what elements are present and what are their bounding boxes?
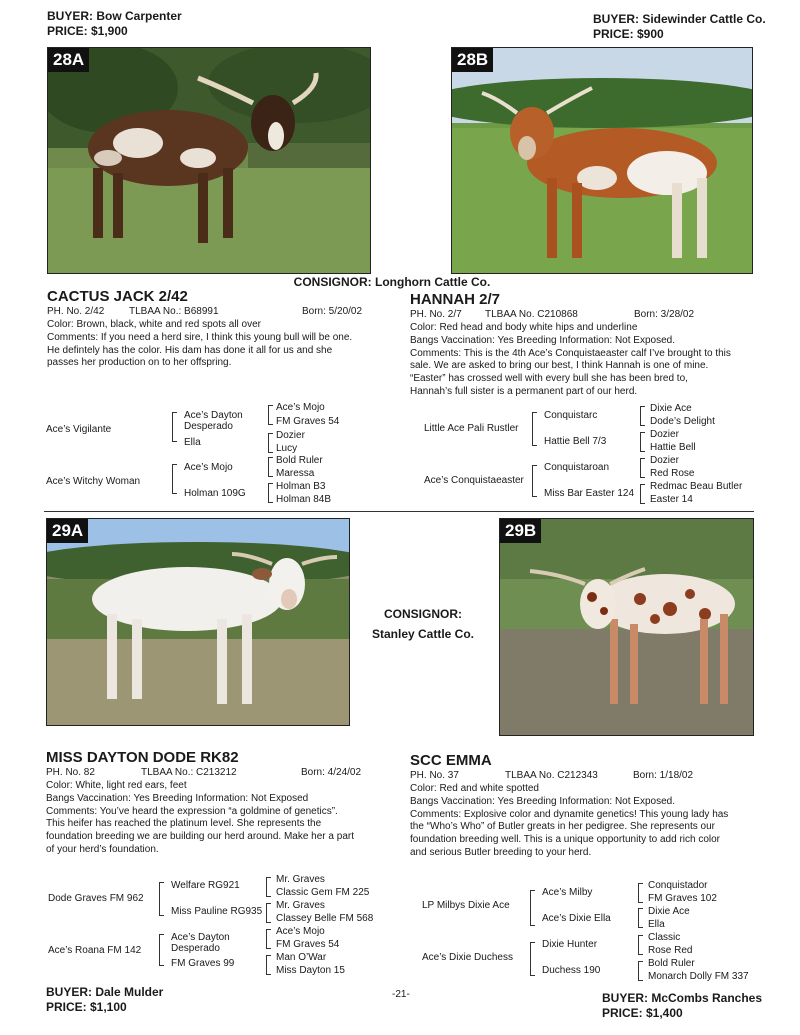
pedigree-ss-sire: Ace’s Mojo (276, 402, 325, 413)
pedigree-sd-dam: Classey Belle FM 568 (276, 913, 374, 924)
pedigree-dd-sire: Holman B3 (276, 481, 326, 492)
info-line: This heifer has reached the platinum level. She represents the (46, 818, 322, 830)
pedigree-sire-dam: Ace’s Dixie Ella (542, 913, 611, 924)
pedigree-sire-dam: Miss Pauline RG935 (171, 906, 263, 917)
info-line: Comments: You’ve heard the expression “a goldmine of genetics”. (46, 805, 338, 817)
price: PRICE: $1,900 (47, 24, 128, 38)
pedigree-bracket (638, 961, 643, 981)
pedigree-ds-dam: Maressa (276, 468, 315, 479)
pedigree-dam-sire: Dixie Hunter (542, 939, 598, 950)
pedigree-sd-dam: Hattie Bell (650, 442, 696, 453)
info-line: Bangs Vaccination: Yes Breeding Information: Not Exposed. (410, 334, 675, 346)
born-date: Born: 3/28/02 (634, 309, 695, 320)
pedigree-sd-sire: Dixie Ace (648, 906, 690, 917)
born-date: Born: 4/24/02 (301, 767, 362, 778)
pedigree-ds-dam: FM Graves 54 (276, 939, 340, 950)
pedigree-dd-dam: Monarch Dolly FM 337 (648, 971, 749, 982)
animal-name-28a: CACTUS JACK 2/42 (47, 288, 188, 305)
info-line: sale. We are asked to bring our best, I think Hannah is one of mine. (410, 360, 709, 372)
page-number: -21- (392, 989, 410, 1000)
pedigree-dam-dam: Miss Bar Easter 124 (544, 488, 635, 499)
lot-badge: 28A (48, 48, 89, 72)
buyer-29a (46, 985, 163, 1015)
pedigree-bracket (638, 908, 643, 928)
pedigree-sire-sire: Conquistarc (544, 410, 598, 421)
pedigree-ds-dam: Rose Red (648, 945, 693, 956)
buyer-name: BUYER: McCombs Ranches (602, 991, 763, 1005)
info-line: Color: White, light red ears, feet (46, 780, 187, 791)
info-line: Color: Red and white spotted (410, 783, 539, 794)
pedigree-ss-dam: FM Graves 102 (648, 893, 717, 904)
info-line: passes her production on to her offspring. (47, 357, 232, 369)
buyer-name: BUYER: Sidewinder Cattle Co. (593, 12, 766, 26)
lot-badge: 29B (500, 519, 541, 543)
pedigree-ss-dam: Classic Gem FM 225 (276, 887, 370, 898)
animal-name-29a: MISS DAYTON DODE RK82 (46, 749, 239, 766)
pedigree-ss-sire: Conquistador (648, 880, 708, 891)
ph-number: PH. No. 82 (46, 767, 95, 778)
info-line: foundation breeding we are building our herd around. Make her a part (46, 831, 354, 843)
pedigree-dd-dam: Easter 14 (650, 494, 693, 505)
price: PRICE: $1,400 (602, 1006, 683, 1020)
buyer-29b (602, 991, 762, 1021)
pedigree-bracket (638, 935, 643, 955)
pedigree-ss-dam: FM Graves 54 (276, 416, 340, 427)
ph-number: PH. No. 37 (410, 770, 459, 781)
info-line: foundation breeding well. This is a unique opportunity to add rich color (410, 834, 721, 846)
pedigree-dam: Ace’s Conquistaeaster (424, 475, 524, 486)
pedigree-sire-sire: Ace’s Milby (542, 887, 593, 898)
animal-name-29b: SCC EMMA (410, 752, 492, 769)
pedigree-sire-sire: Welfare RG921 (171, 880, 240, 891)
pedigree-sd-sire: Dozier (276, 430, 305, 441)
info-line: Hannah’s full sister is a permanent part of our herd. (410, 385, 638, 397)
pedigree-dd-sire: Redmac Beau Butler (650, 481, 743, 492)
pedigree-dam-sire: Ace’s Dayton Desperado (171, 932, 230, 954)
info-line: Comments: If you need a herd sire, I think this young bull will be one. (47, 331, 353, 343)
pedigree-dam-sire: Ace’s Mojo (184, 462, 233, 473)
pedigree-sire-dam: Hattie Bell 7/3 (544, 436, 607, 447)
info-line: Bangs Vaccination: Yes Breeding Information: Not Exposed. (410, 795, 675, 807)
info-line: “Easter” has crossed well with every bull she has been bred to, (410, 373, 688, 385)
born-date: Born: 5/20/02 (302, 306, 363, 317)
tlbaa-number: TLBAA No.: C213212 (141, 767, 237, 778)
pedigree-dam-sire: Conquistaroan (544, 462, 610, 473)
info-line: Comments: This is the 4th Ace’s Conquistaeaster calf I’ve brought to this (410, 347, 731, 359)
consignor-label: CONSIGNOR: (384, 607, 462, 621)
pedigree-dam-dam: Holman 109G (184, 488, 246, 499)
animal-name-28b: HANNAH 2/7 (410, 291, 501, 308)
pedigree-dd-sire: Bold Ruler (648, 958, 695, 969)
pedigree-ds-sire: Dozier (650, 455, 679, 466)
pedigree-dam: Ace’s Roana FM 142 (48, 945, 142, 956)
price: PRICE: $900 (593, 27, 664, 41)
pedigree-sd-dam: Lucy (276, 443, 298, 454)
pedigree-sire: Ace’s Vigilante (46, 424, 112, 435)
pedigree-sire: LP Milbys Dixie Ace (422, 900, 510, 911)
pedigree-sd-sire: Dozier (650, 429, 679, 440)
price: PRICE: $1,100 (46, 1000, 127, 1014)
consignor-name: Stanley Cattle Co. (371, 627, 475, 641)
buyer-name: BUYER: Bow Carpenter (47, 9, 182, 23)
pedigree-sire-dam: Ella (184, 437, 201, 448)
pedigree-ds-sire: Ace’s Mojo (276, 926, 325, 937)
info-line: He defintely has the color. His dam has done it all for us and she (47, 344, 333, 356)
lot-badge: 29A (47, 519, 88, 543)
info-line: Comments: Explosive color and dynamite genetics! This young lady has (410, 808, 729, 820)
info-line: Color: Red head and body white hips and underline (410, 322, 638, 333)
info-line: and serious Butler breeding to your herd. (410, 846, 592, 858)
pedigree-bracket (638, 883, 643, 903)
tlbaa-number: TLBAA No. C210868 (485, 309, 578, 320)
pedigree-ds-sire: Classic (648, 932, 681, 943)
pedigree-dam: Ace’s Dixie Duchess (422, 952, 513, 963)
pedigree-dd-dam: Miss Dayton 15 (276, 965, 345, 976)
ph-number: PH. No. 2/42 (47, 306, 105, 317)
pedigree-ds-dam: Red Rose (650, 468, 695, 479)
info-line: Color: Brown, black, white and red spots all over (47, 319, 261, 330)
pedigree-ds-sire: Bold Ruler (276, 455, 323, 466)
pedigree-sire: Dode Graves FM 962 (48, 893, 144, 904)
info-line: Bangs Vaccination: Yes Breeding Information: Not Exposed (46, 792, 309, 804)
pedigree-ss-dam: Dode’s Delight (650, 416, 715, 427)
pedigree-dd-sire: Man O’War (276, 952, 327, 963)
pedigree-bracket (530, 890, 535, 926)
tlbaa-number: TLBAA No. C212343 (505, 770, 598, 781)
pedigree-dam-dam: Duchess 190 (542, 965, 601, 976)
consignor-label: CONSIGNOR: Longhorn Cattle Co. (293, 275, 491, 289)
pedigree-bracket (530, 942, 535, 976)
pedigree-dam-dam: FM Graves 99 (171, 958, 235, 969)
ph-number: PH. No. 2/7 (410, 309, 462, 320)
pedigree-ss-sire: Dixie Ace (650, 403, 692, 414)
pedigree-sd-dam: Ella (648, 919, 665, 930)
pedigree-sire: Little Ace Pali Rustler (424, 423, 519, 434)
pedigree-dd-dam: Holman 84B (276, 494, 332, 505)
tlbaa-number: TLBAA No.: B68991 (129, 306, 219, 317)
lot-badge: 28B (452, 48, 493, 72)
pedigree-sd-sire: Mr. Graves (276, 900, 325, 911)
info-line: the “Who’s Who” of Butler greats in her pedigree. She represents our (410, 821, 715, 833)
pedigree-dam: Ace’s Witchy Woman (46, 476, 141, 487)
pedigree-ss-sire: Mr. Graves (276, 874, 325, 885)
pedigree-sire-sire: Ace’s Dayton Desperado (184, 410, 243, 432)
born-date: Born: 1/18/02 (633, 770, 694, 781)
buyer-name: BUYER: Dale Mulder (46, 985, 164, 999)
info-line: of your herd’s foundation. (46, 843, 159, 855)
